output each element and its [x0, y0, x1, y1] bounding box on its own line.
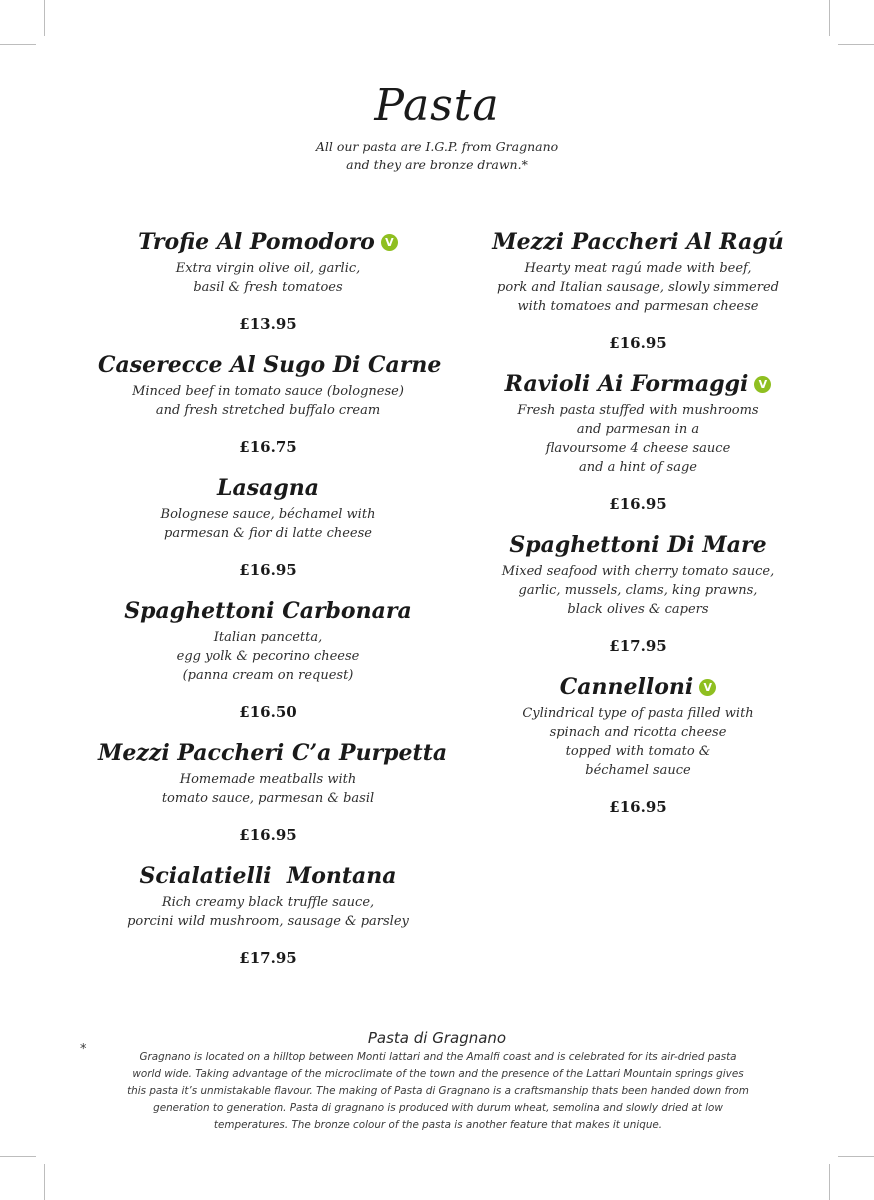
description-line: Homemade meatballs with — [179, 772, 357, 787]
menu-item — [98, 860, 438, 968]
subtitle-line: All our pasta are I.G.P. from Gragnano — [315, 139, 559, 154]
dish-name — [98, 226, 438, 258]
description-line: Fresh pasta stuffed with mushrooms — [517, 403, 759, 418]
dish-name: Scialatielli Montana — [139, 863, 397, 889]
dish-description — [478, 704, 798, 780]
footnote-line: temperatures. The bronze colour of the pasta is another feature that makes it unique. — [213, 1119, 663, 1131]
dish-price: £16.75 — [239, 438, 297, 456]
page-title: Pasta — [374, 80, 500, 131]
description-line: (panna cream on request) — [182, 668, 354, 683]
crop-mark — [838, 1156, 874, 1157]
footnote-text — [88, 1049, 788, 1134]
dish-name: Spaghettoni Di Mare — [509, 532, 767, 558]
description-line: and fresh stretched buffalo cream — [155, 403, 381, 418]
description-line: garlic, mussels, clams, king prawns, — [518, 583, 758, 598]
footnote-line: generation to generation. Pasta di gragnano is produced with durum wheat, semolina and slowly dried at low — [153, 1102, 723, 1114]
menu-column-right — [478, 226, 798, 817]
crop-mark — [0, 1156, 36, 1157]
crop-mark — [44, 1164, 45, 1200]
crop-mark — [829, 1164, 830, 1200]
dish-description — [478, 562, 798, 619]
description-line: porcini wild mushroom, sausage & parsley — [127, 914, 409, 929]
page-subtitle — [0, 138, 874, 174]
menu-item — [98, 349, 442, 457]
dish-description — [98, 505, 438, 543]
dish-price: £16.50 — [239, 703, 297, 721]
description-line: egg yolk & pecorino cheese — [176, 649, 360, 664]
dish-description — [98, 770, 438, 808]
description-line: and a hint of sage — [579, 460, 697, 475]
description-line: Bolognese sauce, béchamel with — [160, 507, 376, 522]
dish-name-text: Cannelloni — [559, 674, 694, 700]
dish-name-text: Ravioli Ai Formaggi — [504, 371, 749, 397]
description-line: Cylindrical type of pasta filled with — [522, 706, 754, 721]
dish-description — [478, 259, 798, 316]
dish-price: £17.95 — [609, 637, 667, 655]
description-line: Extra virgin olive oil, garlic, — [175, 261, 361, 276]
dish-name — [478, 368, 798, 400]
description-line: béchamel sauce — [585, 763, 691, 778]
menu-column-left — [98, 226, 448, 968]
description-line: and parmesan in a — [576, 422, 700, 437]
dish-description — [478, 401, 798, 477]
crop-mark — [838, 44, 874, 45]
dish-price: £13.95 — [239, 315, 297, 333]
dish-price: £16.95 — [239, 561, 297, 579]
dish-name: Lasagna — [217, 475, 319, 501]
description-line: basil & fresh tomatoes — [193, 280, 343, 295]
dish-name — [478, 671, 798, 703]
description-line: topped with tomato & — [565, 744, 711, 759]
footnote-line: this pasta it’s unmistakable flavour. The making of Pasta di Gragnano is a craftsmanship thats been handed down from — [127, 1085, 749, 1097]
menu-item — [98, 472, 438, 580]
description-line: with tomatoes and parmesan cheese — [517, 299, 759, 314]
dish-name: Mezzi Paccheri C’a Purpetta — [98, 740, 448, 766]
vegetarian-icon: V — [699, 679, 716, 696]
vegetarian-icon: V — [381, 234, 398, 251]
crop-mark — [44, 0, 45, 36]
description-line: tomato sauce, parmesan & basil — [161, 791, 375, 806]
dish-description — [98, 259, 438, 297]
footnote-line: world wide. Taking advantage of the microclimate of the town and the presence of the Lattari Mountain springs gives — [132, 1068, 744, 1080]
footnote-title: Pasta di Gragnano — [367, 1029, 507, 1047]
dish-price: £16.95 — [609, 495, 667, 513]
footnote-marker: * — [80, 1042, 87, 1057]
menu-item — [478, 529, 798, 656]
dish-price: £17.95 — [239, 949, 297, 967]
dish-name-text: Trofie Al Pomodoro — [138, 229, 375, 255]
menu-item — [98, 595, 438, 722]
description-line: parmesan & fior di latte cheese — [164, 526, 372, 541]
menu-item — [478, 226, 798, 353]
dish-description — [98, 893, 438, 931]
subtitle-line: and they are bronze drawn.* — [346, 157, 528, 172]
crop-mark — [829, 0, 830, 36]
dish-description — [98, 628, 438, 685]
crop-mark — [0, 44, 36, 45]
menu-item — [98, 737, 448, 845]
description-line: Italian pancetta, — [213, 630, 323, 645]
menu-item — [478, 368, 798, 514]
dish-name: Caserecce Al Sugo Di Carne — [98, 352, 442, 378]
menu-item — [98, 226, 438, 334]
footnote-line: Gragnano is located on a hilltop between Monti lattari and the Amalfi coast and is celebrated for its air-dried pasta — [139, 1051, 737, 1063]
description-line: Minced beef in tomato sauce (bolognese) — [132, 384, 404, 399]
description-line: Rich creamy black truffle sauce, — [161, 895, 375, 910]
vegetarian-icon: V — [754, 376, 771, 393]
dish-price: £16.95 — [239, 826, 297, 844]
description-line: black olives & capers — [567, 602, 709, 617]
description-line: flavoursome 4 cheese sauce — [545, 441, 731, 456]
dish-price: £16.95 — [609, 334, 667, 352]
dish-description — [98, 382, 438, 420]
dish-price: £16.95 — [609, 798, 667, 816]
menu-item — [478, 671, 798, 817]
dish-name: Spaghettoni Carbonara — [124, 598, 412, 624]
description-line: Mixed seafood with cherry tomato sauce, — [501, 564, 775, 579]
dish-name: Mezzi Paccheri Al Ragú — [492, 229, 784, 255]
description-line: pork and Italian sausage, slowly simmered — [497, 280, 779, 295]
description-line: spinach and ricotta cheese — [549, 725, 727, 740]
description-line: Hearty meat ragú made with beef, — [524, 261, 752, 276]
